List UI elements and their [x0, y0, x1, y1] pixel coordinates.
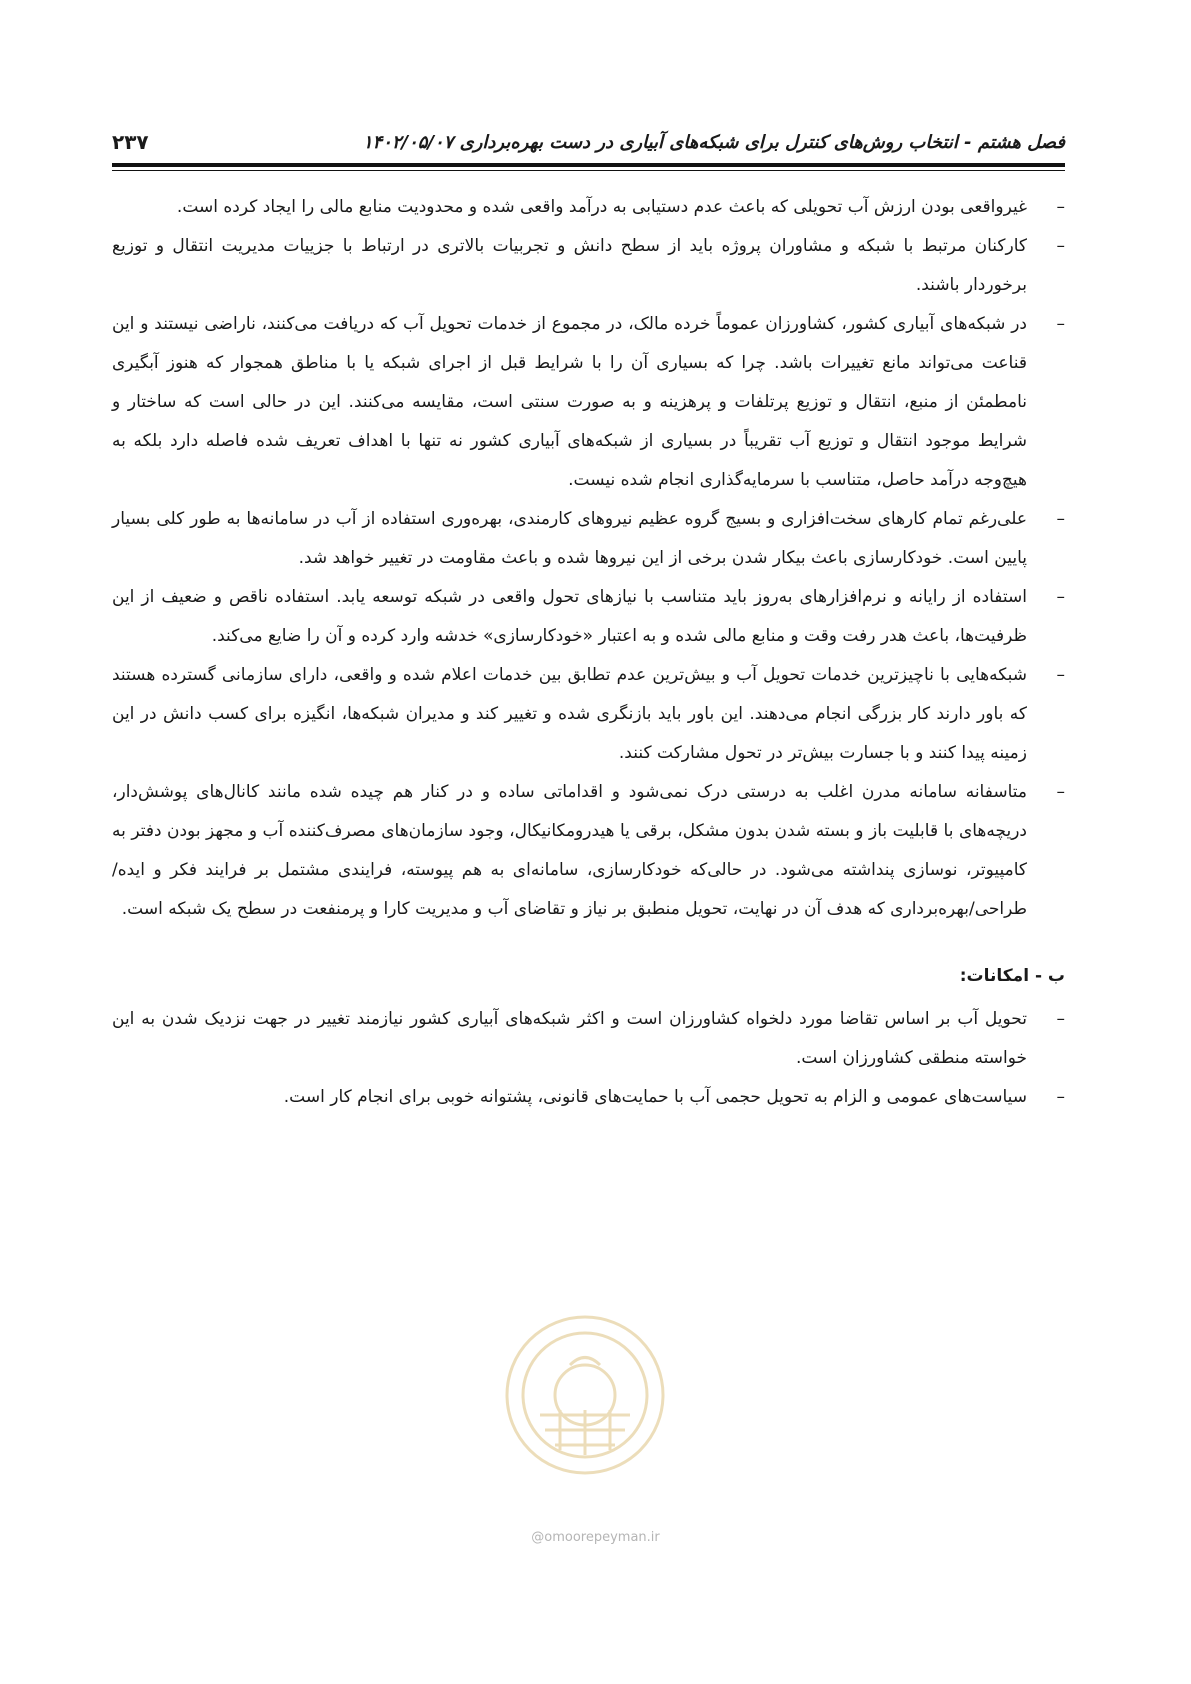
list-item-text: متاسفانه سامانه مدرن اغلب به درستی درک نمی‌شود و اقداماتی ساده و در کنار هم چیده شده مانند کانال‌های پوشش‌دار، دریچه‌های با قابلیت باز و بسته شدن بدون مشکل، برقی یا هیدرومکانیکال، وجود سازمان‌های مصرف‌کننده آب و مجهز بودن دفتر به کامپیوتر، نوسازی پنداشته می‌شود. در حالی‌که خودکارسازی، سامانه‌ای به هم پیوسته، فرایندی مشتمل بر فرایند فکر و ایده/طراحی/بهره‌برداری که هدف آن در نهایت، تحویل منطبق بر نیاز و تقاضای آب و مدیریت کارا و پرمنفعت در سطح یک شبکه است.: [112, 782, 1027, 919]
list-item: [112, 1000, 1065, 1078]
list-item: [112, 578, 1065, 656]
list-item: [112, 188, 1065, 227]
bullet-dash: –: [1056, 1087, 1065, 1107]
list-item: [112, 500, 1065, 578]
bullet-dash: –: [1056, 782, 1065, 802]
list-item: [112, 227, 1065, 305]
list-item-text: در شبکه‌های آبیاری کشور، کشاورزان عموماً خرده مالک، در مجموع از خدمات تحویل آب که دریافت می‌کنند، ناراضی نیستند و این قناعت می‌تواند مانع تغییرات باشد. چرا که بسیاری آن را با شرایط قبل از اجرای شبکه یا با مناطق همجوار که هنوز آبگیری نامطمئن از منبع، انتقال و توزیع پرتلفات و پرهزینه و به صورت سنتی است، مقایسه می‌کنند. این در حالی است که ساختار و شرایط موجود انتقال و توزیع آب تقریباً در بسیاری از شبکه‌های آبیاری کشور نه تنها با اهداف تعریف شده فاصله دارد بلکه به هیچ‌وجه درآمد حاصل، متناسب با سرمایه‌گذاری انجام شده نیست.: [112, 314, 1027, 490]
watermark-text: @omoorepeyman.ir: [531, 1530, 660, 1545]
bullet-dash: –: [1056, 314, 1065, 334]
list-item-text: استفاده از رایانه و نرم‌افزارهای به‌روز باید متناسب با نیازهای تحول واقعی در شبکه توسعه یابد. استفاده ناقص و ضعیف از این ظرفیت‌ها، باعث هدر رفت وقت و منابع مالی شده و به اعتبار «خودکارسازی» خدشه وارد کرده و آن را ضایع می‌کند.: [112, 587, 1027, 646]
bullet-list-challenges: [112, 188, 1065, 929]
header-rule-thin: [112, 170, 1065, 171]
list-item-text: علی‌رغم تمام کارهای سخت‌افزاری و بسیج گروه عظیم نیروهای کارمندی، بهره‌وری استفاده از آب در سامانه‌ها به طور کلی بسیار پایین است. خودکارسازی باعث بیکار شدن برخی از این نیروها شده و باعث مقاومت در تغییر خواهد شد.: [112, 509, 1027, 568]
list-item: [112, 656, 1065, 773]
running-header: [112, 128, 1065, 158]
bullet-dash: –: [1056, 665, 1065, 685]
list-item-text: شبکه‌هایی با ناچیزترین خدمات تحویل آب و بیش‌ترین عدم تطابق بین خدمات اعلام شده و واقعی، دارای سازمانی گسترده هستند که باور دارند کار بزرگی انجام می‌دهند. این باور باید بازنگری شده و تغییر کند و مدیران شبکه‌ها، انگیزه برای کسب دانش در این زمینه پیدا کنند و با جسارت بیش‌تر در تحول مشارکت کنند.: [112, 665, 1027, 763]
list-item-text: سیاست‌های عمومی و الزام به تحویل حجمی آب با حمایت‌های قانونی، پشتوانه خوبی برای انجام کار است.: [283, 1087, 1027, 1107]
header-title: فصل هشتم - انتخاب روش‌های کنترل برای شبکه‌های آبیاری در دست بهره‌برداری ۱۴۰۲/۰۵/۰۷: [362, 132, 1065, 153]
list-item-text: تحویل آب بر اساس تقاضا مورد دلخواه کشاورزان است و اکثر شبکه‌های آبیاری کشور نیازمند تغییر در جهت نزدیک شدن به این خواسته منطقی کشاورزان است.: [112, 1009, 1027, 1068]
bullet-dash: –: [1056, 197, 1065, 217]
watermark-seal-icon: [500, 1310, 670, 1480]
list-item-text: غیرواقعی بودن ارزش آب تحویلی که باعث عدم دستیابی به درآمد واقعی شده و محدودیت منابع مالی را ایجاد کرده است.: [176, 197, 1027, 217]
list-item-text: کارکنان مرتبط با شبکه و مشاوران پروژه باید از سطح دانش و تجربیات بالاتری در ارتباط با جزییات مدیریت انتقال و توزیع برخوردار باشند.: [112, 236, 1027, 295]
header-rule-thick: [112, 163, 1065, 167]
bullet-dash: –: [1056, 587, 1065, 607]
page-number: ۲۳۷: [112, 130, 149, 154]
body-content: [112, 188, 1065, 1117]
bullet-list-facilities: [112, 1000, 1065, 1117]
list-item: [112, 773, 1065, 929]
list-item: [112, 305, 1065, 500]
bullet-dash: –: [1056, 509, 1065, 529]
bullet-dash: –: [1056, 236, 1065, 256]
list-item: [112, 1078, 1065, 1117]
section-heading-facilities: ب - امکانات:: [959, 966, 1065, 986]
bullet-dash: –: [1056, 1009, 1065, 1029]
